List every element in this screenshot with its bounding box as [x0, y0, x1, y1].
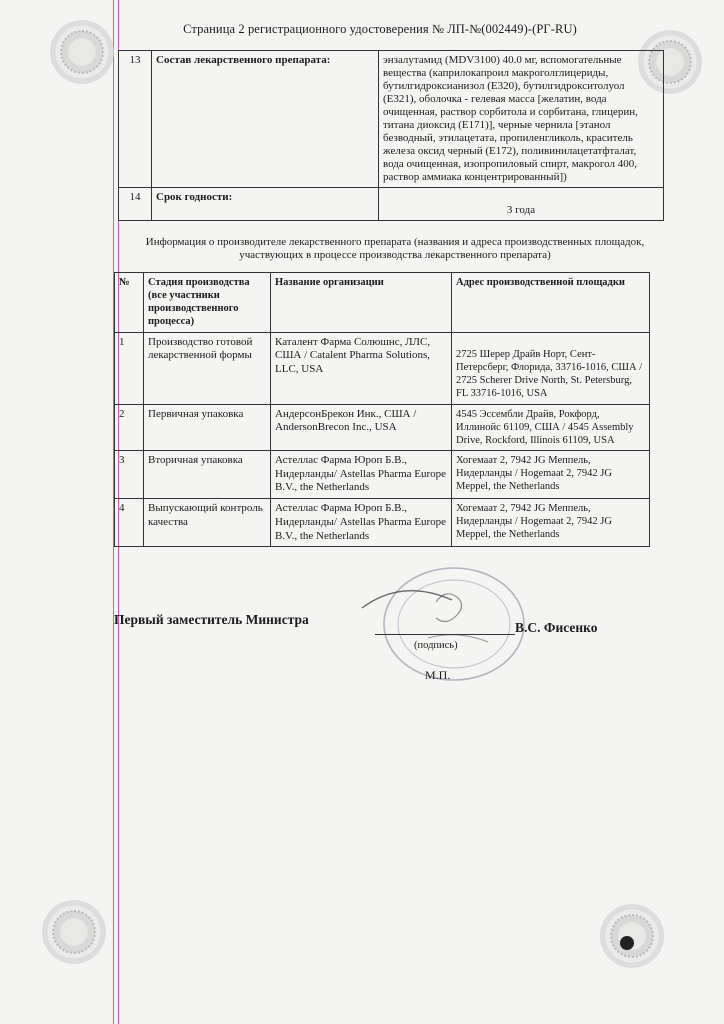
cell-org: Каталент Фарма Солюшнс, ЛЛС, США / Catalent Pharma Solutions, LLC, USA	[271, 332, 452, 404]
manufacturer-info-text: Информация о производителе лекарственного препарата (названия и адреса производственных площадок, участвующих в процессе производства лекарственного препарата)	[145, 236, 645, 262]
signature-line	[375, 634, 515, 635]
page-caption: Страница 2 регистрационного удостоверения № ЛП-№(002449)-(РГ-RU)	[183, 22, 577, 36]
cell-num: 4	[115, 499, 144, 547]
table-header-row	[115, 273, 650, 333]
table-row	[119, 187, 664, 220]
cell-num: 2	[115, 404, 144, 450]
col-header-stage: Стадия производства (все участники производственного процесса)	[144, 273, 271, 333]
corner-rosette-icon	[600, 904, 664, 968]
table-row	[115, 499, 650, 547]
cell-num: 1	[115, 332, 144, 404]
cell-address: 4545 Эссембли Драйв, Рокфорд, Иллинойс 61109, США / 4545 Assembly Drive, Rockford, Illinois 61109, USA	[452, 404, 650, 450]
cell-stage: Первичная упаковка	[144, 404, 271, 450]
composition-table	[118, 50, 664, 221]
table-row	[115, 404, 650, 450]
cell-address: 2725 Шерер Драйв Норт, Сент-Петерсберг, Флорида, 33716-1016, США / 2725 Scherer Drive North, St. Petersburg, FL 33716-1016, USA	[452, 332, 650, 404]
signatory-position: Первый заместитель Министра	[114, 612, 309, 627]
cell-org: Астеллас Фарма Юроп Б.В., Нидерланды/ Astellas Pharma Europe B.V., the Netherlands	[271, 499, 452, 547]
cell-address: Хогемаат 2, 7942 JG Меппель, Нидерланды / Hogemaat 2, 7942 JG Meppel, the Netherlands	[452, 450, 650, 498]
table-row	[115, 332, 650, 404]
cell-address: Хогемаат 2, 7942 JG Меппель, Нидерланды / Hogemaat 2, 7942 JG Meppel, the Netherlands	[452, 499, 650, 547]
col-header-org: Название организации	[271, 273, 452, 333]
row-number: 13	[119, 51, 152, 188]
row-label: Состав лекарственного препарата:	[152, 51, 379, 188]
signatory-name: В.С. Фисенко	[515, 620, 598, 635]
stamp-label: М.П.	[425, 668, 451, 682]
corner-rosette-icon	[42, 900, 106, 964]
col-header-address: Адрес производственной площадки	[452, 273, 650, 333]
cell-org: АндерсонБрекон Инк., США / AndersonBrecon Inc., USA	[271, 404, 452, 450]
cell-stage: Выпускающий контроль качества	[144, 499, 271, 547]
row-label: Срок годности:	[152, 187, 379, 220]
cell-org: Астеллас Фарма Юроп Б.В., Нидерланды/ Astellas Pharma Europe B.V., the Netherlands	[271, 450, 452, 498]
cell-stage: Производство готовой лекарственной формы	[144, 332, 271, 404]
row-value: энзалутамид (MDV3100) 40.0 мг, вспомогательные вещества (каприлокапроил макроголглицериды, бутилгидроксианизол (Е320), бутилгидрокситолуол (Е321), оболочка - гелевая масса [желатин, вода очищенная, раствор сорбитола и сорбитана, глицерин, титана диоксид (Е171)], черные чернила [этанол безводный, этилацетата, пропиленгликоль, краситель железа оксид черный (Е172), поливинилацетатфталат, вода очищенная, изопропиловый спирт, макрогол 400, раствор аммиака концентрированный])	[379, 51, 664, 188]
table-row	[115, 450, 650, 498]
row-value: 3 года	[379, 187, 664, 220]
corner-rosette-icon	[50, 20, 114, 84]
col-header-num: №	[115, 273, 144, 333]
manufacturer-table	[114, 272, 650, 547]
cell-num: 3	[115, 450, 144, 498]
signature-label: (подпись)	[414, 640, 458, 651]
hole-punch-dot	[620, 936, 634, 950]
cell-stage: Вторичная упаковка	[144, 450, 271, 498]
table-row	[119, 51, 664, 188]
row-number: 14	[119, 187, 152, 220]
